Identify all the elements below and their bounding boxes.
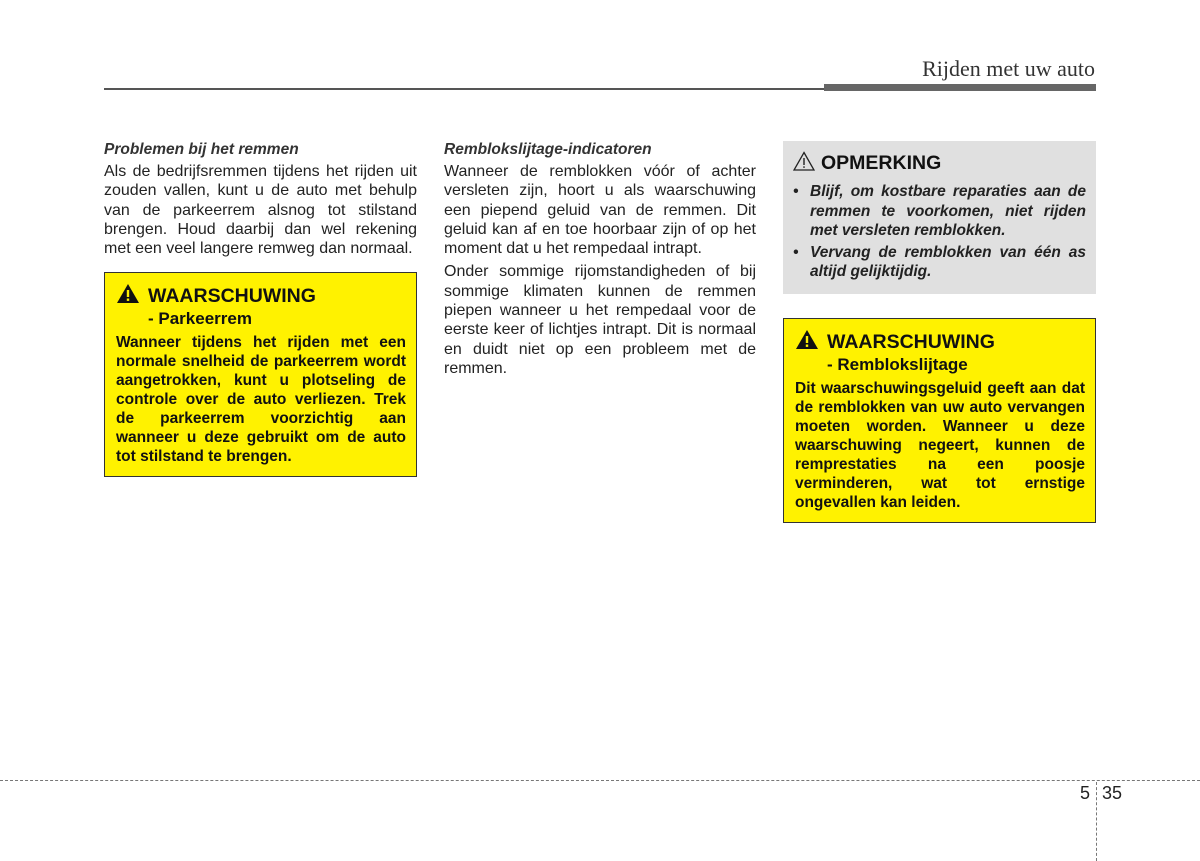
column-middle [444, 140, 756, 382]
section-heading-wear-indicators: Remblokslijtage-indicatoren [444, 141, 652, 158]
warning-title-row [795, 329, 1085, 355]
header-rule-accent [824, 84, 1096, 91]
warning-text: Wanneer tijdens het rijden met een normale snelheid de parkeerrem wordt aangetrokken, kunt u plotseling de controle over de auto verliezen. Trek de parkeerrem voorzichtig aan wanneer u deze gebruikt om de auto tot stilstand te brengen. [116, 334, 406, 466]
warning-text: Dit waarschuwingsgeluid geeft aan dat de remblokken van uw auto vervangen moeten worden. Wanneer u deze waarschuwing negeert, kunnen de remprestaties na een poosje verminderen, wat tot ernstige ongevallen kan leiden. [795, 379, 1085, 511]
note-list [793, 182, 1086, 282]
column-left [104, 140, 417, 477]
note-item: • Blijf, om kostbare reparaties aan de remmen te voorkomen, niet rijden met versleten remblokken. [793, 183, 1086, 239]
warning-subtitle: - Remblokslijtage [827, 354, 968, 374]
warning-box-parking-brake [104, 272, 417, 477]
wear-indicators-paragraph-2: Onder sommige rijomstandigheden of bij sommige klimaten kunnen de remmen piepen wanneer u het rempedaal voor de eerste keer of lichtjes intrapt. Dit is normaal en duidt niet op een probleem met de remmen. [444, 263, 756, 377]
warning-triangle-icon [116, 283, 140, 309]
brake-problems-paragraph: Als de bedrijfsremmen tijdens het rijden uit zouden vallen, kunt u de auto met behulp van de parkeerrem alsnog tot stilstand brengen. Houd daarbij dan wel rekening met een veel langere remweg dan normaal. [104, 163, 417, 258]
section-heading-brake-problems: Problemen bij het remmen [104, 141, 299, 158]
header-rule [104, 88, 824, 90]
footer-rule [0, 780, 1200, 781]
warning-box-pad-wear [783, 318, 1096, 523]
wear-indicators-paragraph-1: Wanneer de remblokken vóór of achter versleten zijn, hoort u als waarschuwing een piepend geluid van de remmen. Dit geluid kan af en toe hoorbaar zijn of op het moment dat u het rempedaal intrapt. [444, 163, 756, 258]
footer-divider [1096, 782, 1097, 861]
note-box [783, 141, 1096, 294]
warning-title: WAARSCHUWING [827, 330, 995, 353]
warning-subtitle: - Parkeerrem [148, 309, 252, 329]
caution-outline-icon [793, 151, 815, 176]
page-header-title: Rijden met uw auto [922, 56, 1095, 81]
note-title: OPMERKING [821, 152, 942, 174]
warning-title-row [116, 283, 406, 309]
note-item: • Vervang de remblokken van één as altijd gelijktijdig. [793, 243, 1086, 280]
chapter-number: 5 [1080, 783, 1091, 803]
warning-triangle-icon [795, 329, 819, 355]
note-title-row [793, 151, 1086, 176]
column-right [783, 141, 1096, 523]
warning-title: WAARSCHUWING [148, 285, 316, 308]
page-number: 35 [1102, 783, 1123, 803]
